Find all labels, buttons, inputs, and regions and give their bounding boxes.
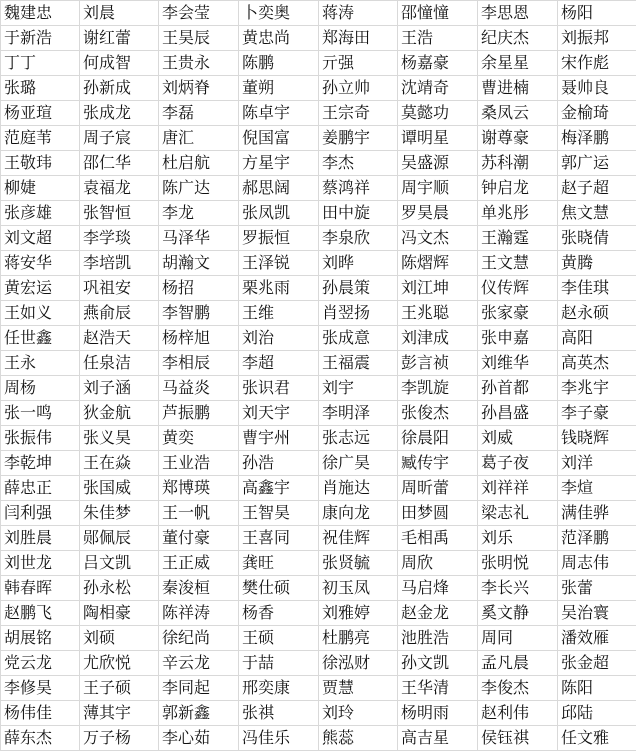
table-cell[interactable]: 王华清 [398, 676, 478, 701]
table-cell[interactable]: 祝佳辉 [319, 526, 398, 551]
table-cell[interactable]: 郧佩辰 [80, 526, 159, 551]
table-cell[interactable]: 李超 [239, 351, 319, 376]
table-cell[interactable]: 陈广达 [159, 176, 239, 201]
table-cell[interactable]: 高阳 [558, 326, 636, 351]
table-cell[interactable]: 范泽鹏 [558, 526, 636, 551]
table-cell[interactable]: 郑海田 [319, 26, 398, 51]
table-cell[interactable]: 钟启龙 [478, 176, 558, 201]
table-cell[interactable]: 曹进楠 [478, 76, 558, 101]
table-cell[interactable]: 王贵永 [159, 51, 239, 76]
table-cell[interactable]: 刘炳脊 [159, 76, 239, 101]
table-cell[interactable]: 陈祥涛 [159, 601, 239, 626]
table-cell[interactable]: 刘津成 [398, 326, 478, 351]
table-cell[interactable]: 熊蕊 [319, 726, 398, 751]
table-cell[interactable]: 赵利伟 [478, 701, 558, 726]
table-cell[interactable]: 卜奕奥 [239, 1, 319, 26]
table-row [1, 51, 636, 76]
table-row [1, 701, 636, 726]
table-row [1, 526, 636, 551]
table-cell[interactable]: 孙立帅 [319, 76, 398, 101]
table-cell[interactable]: 李俊杰 [478, 676, 558, 701]
table-cell[interactable]: 唐汇 [159, 126, 239, 151]
table-cell[interactable]: 余星星 [478, 51, 558, 76]
table-cell[interactable]: 王子硕 [80, 676, 159, 701]
table-cell[interactable]: 狄金航 [80, 401, 159, 426]
table-cell[interactable]: 张国威 [80, 476, 159, 501]
table-cell[interactable]: 王正威 [159, 551, 239, 576]
table-cell[interactable]: 姜鹏宇 [319, 126, 398, 151]
table-cell[interactable]: 刘振邦 [558, 26, 636, 51]
table-cell[interactable]: 张璐 [1, 76, 80, 101]
table-cell[interactable]: 何成智 [80, 51, 159, 76]
table-cell[interactable]: 王在焱 [80, 451, 159, 476]
table-cell[interactable]: 单兆彤 [478, 201, 558, 226]
table-row [1, 626, 636, 651]
table-cell[interactable]: 曹宇州 [239, 426, 319, 451]
table-cell[interactable]: 肖施达 [319, 476, 398, 501]
table-cell[interactable]: 黄忠尚 [239, 26, 319, 51]
table-row [1, 76, 636, 101]
table-row [1, 226, 636, 251]
table-cell[interactable]: 邱陆 [558, 701, 636, 726]
table-cell[interactable]: 刘文超 [1, 226, 80, 251]
table-cell[interactable]: 刘洋 [558, 451, 636, 476]
table-cell[interactable]: 王宗奇 [319, 101, 398, 126]
table-row [1, 151, 636, 176]
table-cell[interactable]: 王福震 [319, 351, 398, 376]
table-cell[interactable]: 罗昊晨 [398, 201, 478, 226]
table-row [1, 476, 636, 501]
table-cell[interactable]: 郝思阔 [239, 176, 319, 201]
table-cell[interactable]: 张凤凯 [239, 201, 319, 226]
table-cell[interactable]: 任文雅 [558, 726, 636, 751]
table-cell[interactable]: 刘胜晨 [1, 526, 80, 551]
table-cell[interactable]: 薛忠正 [1, 476, 80, 501]
table-cell[interactable]: 张成龙 [80, 101, 159, 126]
table-cell[interactable]: 周昕蕾 [398, 476, 478, 501]
table-cell[interactable]: 刘祥祥 [478, 476, 558, 501]
table-cell[interactable]: 孙首都 [478, 376, 558, 401]
table-cell[interactable]: 潘效雁 [558, 626, 636, 651]
table-cell[interactable]: 董朔 [239, 76, 319, 101]
table-row [1, 426, 636, 451]
table-row [1, 676, 636, 701]
table-cell[interactable]: 黄腾 [558, 251, 636, 276]
table-cell[interactable]: 张晓倩 [558, 226, 636, 251]
table-row [1, 276, 636, 301]
table-cell[interactable]: 燕俞辰 [80, 301, 159, 326]
table-cell[interactable]: 张识君 [239, 376, 319, 401]
table-cell[interactable]: 张贤毓 [319, 551, 398, 576]
table-cell[interactable]: 李杰 [319, 151, 398, 176]
table-cell[interactable]: 彭言祯 [398, 351, 478, 376]
table-cell[interactable]: 陶相豪 [80, 601, 159, 626]
table-cell[interactable]: 田梦圆 [398, 501, 478, 526]
table-cell[interactable]: 刘晔 [319, 251, 398, 276]
table-cell[interactable]: 沈靖奇 [398, 76, 478, 101]
table-cell[interactable]: 李智鹏 [159, 301, 239, 326]
table-cell[interactable]: 李明泽 [319, 401, 398, 426]
table-cell[interactable]: 万子杨 [80, 726, 159, 751]
table-cell[interactable]: 张彦雄 [1, 201, 80, 226]
table-cell[interactable]: 刘天宇 [239, 401, 319, 426]
table-cell[interactable]: 刘硕 [80, 626, 159, 651]
table-cell[interactable]: 吕文凯 [80, 551, 159, 576]
table-cell[interactable]: 龚旺 [239, 551, 319, 576]
table-cell[interactable]: 袁福龙 [80, 176, 159, 201]
table-cell[interactable]: 王一帆 [159, 501, 239, 526]
table-cell[interactable]: 毛相禹 [398, 526, 478, 551]
table-cell[interactable]: 辛云龙 [159, 651, 239, 676]
table-cell[interactable]: 邵憧憧 [398, 1, 478, 26]
table-cell[interactable]: 张申嘉 [478, 326, 558, 351]
table-cell[interactable]: 刘玲 [319, 701, 398, 726]
table-cell[interactable]: 董付豪 [159, 526, 239, 551]
table-cell[interactable]: 聂帅良 [558, 76, 636, 101]
table-cell[interactable]: 初玉凤 [319, 576, 398, 601]
table-cell[interactable]: 徐晨阳 [398, 426, 478, 451]
table-cell[interactable]: 樊仕硕 [239, 576, 319, 601]
table-cell[interactable]: 李修昊 [1, 676, 80, 701]
table-cell[interactable]: 刘宇 [319, 376, 398, 401]
table-cell[interactable]: 冯佳乐 [239, 726, 319, 751]
table-cell[interactable]: 芦振鹏 [159, 401, 239, 426]
table-cell[interactable]: 周欣 [398, 551, 478, 576]
table-cell[interactable]: 张一鸣 [1, 401, 80, 426]
table-row [1, 101, 636, 126]
table-cell[interactable]: 刘世龙 [1, 551, 80, 576]
table-cell[interactable]: 李培凯 [80, 251, 159, 276]
table-cell[interactable]: 杨嘉豪 [398, 51, 478, 76]
table-cell[interactable]: 王如义 [1, 301, 80, 326]
table-cell[interactable]: 柳婕 [1, 176, 80, 201]
table-cell[interactable]: 孙文凯 [398, 651, 478, 676]
table-cell[interactable]: 王昊辰 [159, 26, 239, 51]
table-cell[interactable]: 杨伟佳 [1, 701, 80, 726]
table-cell[interactable]: 奚文静 [478, 601, 558, 626]
table-cell[interactable]: 周志伟 [558, 551, 636, 576]
table-cell[interactable]: 黄奕 [159, 426, 239, 451]
table-cell[interactable]: 于新浩 [1, 26, 80, 51]
table-cell[interactable]: 高吉星 [398, 726, 478, 751]
table-cell[interactable]: 秦浚桓 [159, 576, 239, 601]
table-cell[interactable]: 王浩 [398, 26, 478, 51]
table-cell[interactable]: 肖翌扬 [319, 301, 398, 326]
table-cell[interactable]: 纪庆杰 [478, 26, 558, 51]
table-row [1, 576, 636, 601]
table-cell[interactable]: 李心茹 [159, 726, 239, 751]
table-cell[interactable]: 杨阳 [558, 1, 636, 26]
table-cell[interactable]: 高鑫宇 [239, 476, 319, 501]
table-cell[interactable]: 赵子超 [558, 176, 636, 201]
table-cell[interactable]: 赵永硕 [558, 301, 636, 326]
table-cell[interactable]: 焦文慧 [558, 201, 636, 226]
table-cell[interactable]: 王永 [1, 351, 80, 376]
table-cell[interactable]: 王硕 [239, 626, 319, 651]
grid-body [1, 1, 636, 751]
table-cell[interactable]: 李磊 [159, 101, 239, 126]
table-cell[interactable]: 马泽华 [159, 226, 239, 251]
table-cell[interactable]: 臧传宇 [398, 451, 478, 476]
table-cell[interactable]: 田中旋 [319, 201, 398, 226]
table-cell[interactable]: 王兆聪 [398, 301, 478, 326]
table-cell[interactable]: 徐广昊 [319, 451, 398, 476]
table-cell[interactable]: 栗兆雨 [239, 276, 319, 301]
table-cell[interactable]: 郭广运 [558, 151, 636, 176]
table-cell[interactable]: 刘治 [239, 326, 319, 351]
table-cell[interactable]: 李佳琪 [558, 276, 636, 301]
table-row [1, 1, 636, 26]
table-row [1, 726, 636, 751]
table-row [1, 251, 636, 276]
table-cell[interactable]: 任泉洁 [80, 351, 159, 376]
table-cell[interactable]: 陈卓宇 [239, 101, 319, 126]
table-cell[interactable]: 巩祖安 [80, 276, 159, 301]
table-cell[interactable]: 梅泽鹏 [558, 126, 636, 151]
table-cell[interactable]: 吴治寰 [558, 601, 636, 626]
table-cell[interactable]: 仪传辉 [478, 276, 558, 301]
table-cell[interactable]: 刘维华 [478, 351, 558, 376]
table-cell[interactable]: 王文慧 [478, 251, 558, 276]
table-cell[interactable]: 邢奕康 [239, 676, 319, 701]
table-cell[interactable]: 任世鑫 [1, 326, 80, 351]
table-cell[interactable]: 邵仁华 [80, 151, 159, 176]
table-cell[interactable]: 孙晨策 [319, 276, 398, 301]
table-cell[interactable]: 张俊杰 [398, 401, 478, 426]
table-cell[interactable]: 魏建忠 [1, 1, 80, 26]
table-cell[interactable]: 李泉欣 [319, 226, 398, 251]
table-cell[interactable]: 郑博瑛 [159, 476, 239, 501]
table-cell[interactable]: 罗振恒 [239, 226, 319, 251]
table-cell[interactable]: 王智昊 [239, 501, 319, 526]
table-cell[interactable]: 李同起 [159, 676, 239, 701]
table-row [1, 126, 636, 151]
table-cell[interactable]: 莫懿功 [398, 101, 478, 126]
table-cell[interactable]: 郭新鑫 [159, 701, 239, 726]
table-cell[interactable]: 丁丁 [1, 51, 80, 76]
table-row [1, 176, 636, 201]
table-cell[interactable]: 杨亚瑄 [1, 101, 80, 126]
table-cell[interactable]: 孟凡晨 [478, 651, 558, 676]
table-row [1, 201, 636, 226]
table-cell[interactable]: 杨招 [159, 276, 239, 301]
table-cell[interactable]: 侯钰祺 [478, 726, 558, 751]
table-row [1, 301, 636, 326]
table-cell[interactable]: 吴盛源 [398, 151, 478, 176]
table-cell[interactable]: 孙昌盛 [478, 401, 558, 426]
table-row [1, 401, 636, 426]
table-cell[interactable]: 方星宇 [239, 151, 319, 176]
table-cell[interactable]: 李子豪 [558, 401, 636, 426]
table-cell[interactable]: 李思恩 [478, 1, 558, 26]
table-cell[interactable]: 李乾坤 [1, 451, 80, 476]
table-cell[interactable]: 胡展铭 [1, 626, 80, 651]
table-cell[interactable]: 周子宸 [80, 126, 159, 151]
table-cell[interactable]: 钱晓辉 [558, 426, 636, 451]
table-cell[interactable]: 高英杰 [558, 351, 636, 376]
table-row [1, 451, 636, 476]
table-cell[interactable]: 葛子夜 [478, 451, 558, 476]
table-cell[interactable]: 杨明雨 [398, 701, 478, 726]
table-cell[interactable]: 宋作彪 [558, 51, 636, 76]
table-row [1, 26, 636, 51]
table-cell[interactable]: 金榆琦 [558, 101, 636, 126]
table-cell[interactable]: 张义昊 [80, 426, 159, 451]
table-cell[interactable]: 蒋安华 [1, 251, 80, 276]
table-cell[interactable]: 王瀚霆 [478, 226, 558, 251]
table-cell[interactable]: 陈阳 [558, 676, 636, 701]
table-cell[interactable]: 李长兴 [478, 576, 558, 601]
table-cell[interactable]: 杜鹏亮 [319, 626, 398, 651]
table-cell[interactable]: 党云龙 [1, 651, 80, 676]
table-cell[interactable]: 马益炎 [159, 376, 239, 401]
table-cell[interactable]: 贾慧 [319, 676, 398, 701]
table-cell[interactable]: 陈熠辉 [398, 251, 478, 276]
table-cell[interactable]: 闫利强 [1, 501, 80, 526]
table-cell[interactable]: 杨梓旭 [159, 326, 239, 351]
table-row [1, 326, 636, 351]
table-row [1, 376, 636, 401]
table-cell[interactable]: 杜启航 [159, 151, 239, 176]
table-cell[interactable]: 薛东杰 [1, 726, 80, 751]
table-cell[interactable]: 刘江坤 [398, 276, 478, 301]
table-cell[interactable]: 孙浩 [239, 451, 319, 476]
table-cell[interactable]: 倪国富 [239, 126, 319, 151]
table-cell[interactable]: 谢尊豪 [478, 126, 558, 151]
table-cell[interactable]: 马启烽 [398, 576, 478, 601]
table-cell[interactable]: 刘子涵 [80, 376, 159, 401]
table-cell[interactable]: 冯文杰 [398, 226, 478, 251]
table-cell[interactable]: 徐纪尚 [159, 626, 239, 651]
table-cell[interactable]: 赵鹏飞 [1, 601, 80, 626]
table-cell[interactable]: 桑凤云 [478, 101, 558, 126]
table-cell[interactable]: 孙永松 [80, 576, 159, 601]
table-cell[interactable]: 于喆 [239, 651, 319, 676]
table-cell[interactable]: 范庭苇 [1, 126, 80, 151]
table-cell[interactable]: 刘晨 [80, 1, 159, 26]
table-row [1, 501, 636, 526]
table-cell[interactable]: 蒋涛 [319, 1, 398, 26]
table-cell[interactable]: 赵金龙 [398, 601, 478, 626]
table-cell[interactable]: 梁志礼 [478, 501, 558, 526]
table-cell[interactable]: 王泽锐 [239, 251, 319, 276]
table-cell[interactable]: 张明悦 [478, 551, 558, 576]
table-cell[interactable]: 张智恒 [80, 201, 159, 226]
table-cell[interactable]: 杨香 [239, 601, 319, 626]
table-cell[interactable]: 李兆宇 [558, 376, 636, 401]
table-cell[interactable]: 周同 [478, 626, 558, 651]
table-cell[interactable]: 周杨 [1, 376, 80, 401]
table-cell[interactable]: 李会莹 [159, 1, 239, 26]
table-cell[interactable]: 李学琰 [80, 226, 159, 251]
table-cell[interactable]: 张家豪 [478, 301, 558, 326]
table-cell[interactable]: 谢红蕾 [80, 26, 159, 51]
table-cell[interactable]: 刘威 [478, 426, 558, 451]
table-cell[interactable]: 李相辰 [159, 351, 239, 376]
table-cell[interactable]: 满佳骅 [558, 501, 636, 526]
table-cell[interactable]: 蔡鸿祥 [319, 176, 398, 201]
table-cell[interactable]: 胡瀚文 [159, 251, 239, 276]
table-cell[interactable]: 赵浩天 [80, 326, 159, 351]
table-row [1, 551, 636, 576]
table-row [1, 601, 636, 626]
table-cell[interactable]: 张成意 [319, 326, 398, 351]
table-cell[interactable]: 刘雅婷 [319, 601, 398, 626]
table-cell[interactable]: 孙新成 [80, 76, 159, 101]
table-cell[interactable]: 亓强 [319, 51, 398, 76]
table-cell[interactable]: 李煊 [558, 476, 636, 501]
table-cell[interactable]: 王业浩 [159, 451, 239, 476]
table-cell[interactable]: 张金超 [558, 651, 636, 676]
table-cell[interactable]: 李凯旋 [398, 376, 478, 401]
table-cell[interactable]: 张志远 [319, 426, 398, 451]
table-cell[interactable]: 黄宏运 [1, 276, 80, 301]
table-cell[interactable]: 王维 [239, 301, 319, 326]
table-row [1, 351, 636, 376]
table-cell[interactable]: 韩春晖 [1, 576, 80, 601]
table-cell[interactable]: 徐泓财 [319, 651, 398, 676]
table-cell[interactable]: 张祺 [239, 701, 319, 726]
table-cell[interactable]: 王敬玮 [1, 151, 80, 176]
table-cell[interactable]: 尤欣悦 [80, 651, 159, 676]
table-row [1, 651, 636, 676]
table-cell[interactable]: 刘乐 [478, 526, 558, 551]
table-cell[interactable]: 李龙 [159, 201, 239, 226]
table-cell[interactable]: 薄其宇 [80, 701, 159, 726]
table-cell[interactable]: 张蕾 [558, 576, 636, 601]
table-cell[interactable]: 张振伟 [1, 426, 80, 451]
table-cell[interactable]: 池胜浩 [398, 626, 478, 651]
table-cell[interactable]: 陈鹏 [239, 51, 319, 76]
table-cell[interactable]: 朱佳梦 [80, 501, 159, 526]
table-cell[interactable]: 周宇顺 [398, 176, 478, 201]
table-cell[interactable]: 苏科潮 [478, 151, 558, 176]
table-cell[interactable]: 康向龙 [319, 501, 398, 526]
table-cell[interactable]: 王喜同 [239, 526, 319, 551]
table-cell[interactable]: 谭明星 [398, 126, 478, 151]
